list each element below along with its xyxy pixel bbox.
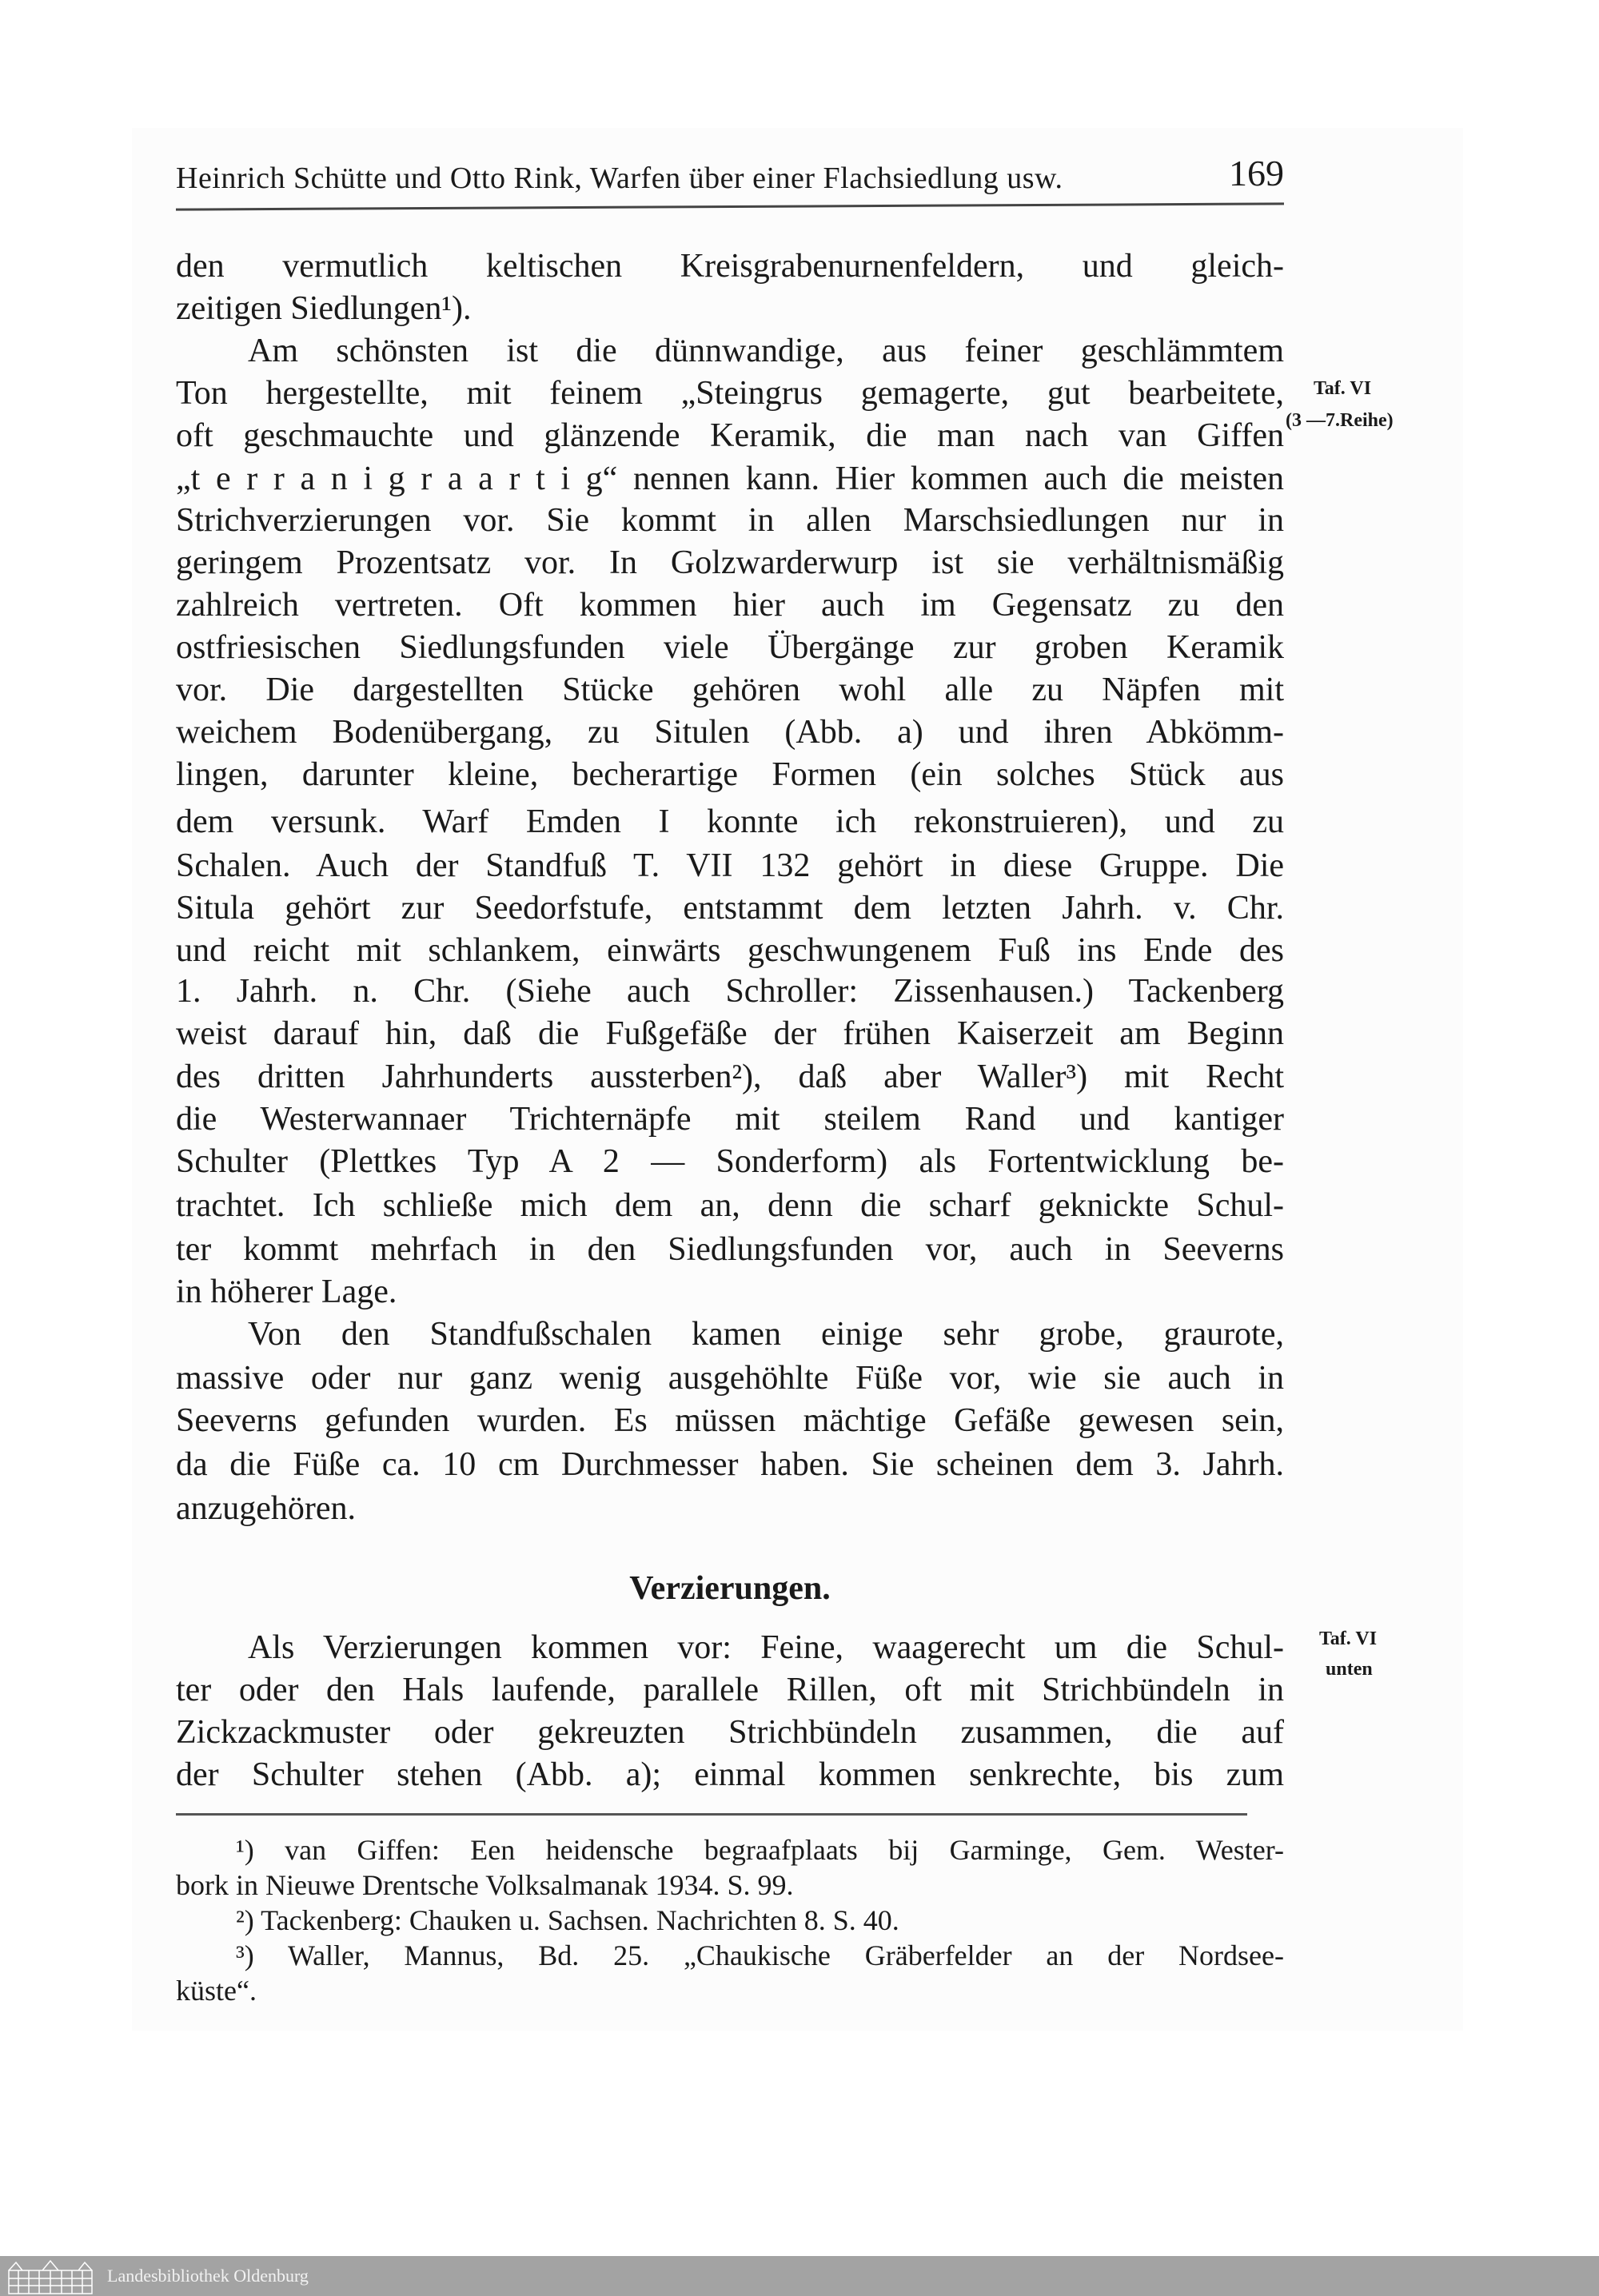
section-line: ter oder den Hals laufende, parallele Rillen, oft mit Strichbündeln in xyxy=(176,1672,1284,1708)
body-line: Schalen. Auch der Standfuß T. VII 132 gehört in diese Gruppe. Die xyxy=(176,847,1284,884)
footnote-line: bork in Nieuwe Drentsche Volksalmanak 1934. S. 99. xyxy=(176,1869,794,1901)
body-line: „t e r r a n i g r a a r t i g“ nennen kann. Hier kommen auch die meisten xyxy=(176,460,1284,497)
margin-note-taf-vi-2: Taf. VI xyxy=(1319,1628,1378,1649)
body-line: weichem Bodenübergang, zu Situlen (Abb. a) und ihren Abkömm- xyxy=(176,714,1284,751)
body-line: Von den Standfußschalen kamen einige sehr grobe, graurote, xyxy=(248,1316,1284,1353)
margin-note-taf-vi: Taf. VI xyxy=(1314,378,1372,399)
body-line: und reicht mit schlankem, einwärts geschwungenem Fuß ins Ende des xyxy=(176,932,1284,969)
body-line: Am schönsten ist die dünnwandige, aus feiner geschlämmtem xyxy=(248,333,1284,369)
body-line: geringem Prozentsatz vor. In Golzwarderwurp ist sie verhältnismäßig xyxy=(176,544,1284,581)
body-line: des dritten Jahrhunderts aussterben²), daß aber Waller³) mit Recht xyxy=(176,1058,1284,1095)
body-line: ostfriesischen Siedlungsfunden viele Übergänge zur groben Keramik xyxy=(176,629,1284,666)
page-number: 169 xyxy=(1229,153,1284,193)
library-building-logo-icon xyxy=(6,2259,94,2294)
margin-note-unten: unten xyxy=(1326,1659,1373,1680)
section-line: Als Verzierungen kommen vor: Feine, waagerecht um die Schul- xyxy=(248,1629,1284,1666)
body-line: Strichverzierungen vor. Sie kommt in allen Marschsiedlungen nur in xyxy=(176,502,1284,539)
body-line: weist darauf hin, daß die Fußgefäße der frühen Kaiserzeit am Beginn xyxy=(176,1015,1284,1052)
section-line: Zickzackmuster oder gekreuzten Strichbündeln zusammen, die auf xyxy=(176,1714,1284,1751)
running-title: Heinrich Schütte und Otto Rink, Warfen über einer Flachsiedlung usw. xyxy=(176,161,1063,195)
body-line: trachtet. Ich schließe mich dem an, denn die scharf geknickte Schul- xyxy=(176,1187,1284,1224)
footnote-line: ³) Waller, Mannus, Bd. 25. „Chaukische Gräberfelder an der Nordsee- xyxy=(236,1939,1284,1971)
section-heading: Verzierungen. xyxy=(629,1570,831,1607)
section-line: der Schulter stehen (Abb. a); einmal kommen senkrechte, bis zum xyxy=(176,1756,1284,1793)
body-line: vor. Die dargestellten Stücke gehören wohl alle zu Näpfen mit xyxy=(176,672,1284,708)
body-line: Situla gehört zur Seedorfstufe, entstammt dem letzten Jahrh. v. Chr. xyxy=(176,890,1284,927)
body-line: die Westerwannaer Trichternäpfe mit steilem Rand und kantiger xyxy=(176,1101,1284,1138)
body-line: zahlreich vertreten. Oft kommen hier auch im Gegensatz zu den xyxy=(176,587,1284,624)
body-line: da die Füße ca. 10 cm Durchmesser haben. Sie scheinen dem 3. Jahrh. xyxy=(176,1446,1284,1483)
footnote-line: ¹) van Giffen: Een heidensche begraafplaats bij Garminge, Gem. Wester- xyxy=(236,1834,1284,1866)
library-name: Landesbibliothek Oldenburg xyxy=(107,2266,309,2286)
body-line: lingen, darunter kleine, becherartige Formen (ein solches Stück aus xyxy=(176,756,1284,793)
library-footer-bar xyxy=(0,2256,1599,2296)
body-line: den vermutlich keltischen Kreisgrabenurnenfeldern, und gleich- xyxy=(176,248,1284,285)
body-line: Ton hergestellte, mit feinem „Steingrus gemagerte, gut bearbeitete, xyxy=(176,375,1284,412)
body-line: ter kommt mehrfach in den Siedlungsfunden vor, auch in Seeverns xyxy=(176,1231,1284,1268)
body-line: zeitigen Siedlungen¹). xyxy=(176,290,472,327)
body-line: Seeverns gefunden wurden. Es müssen mächtige Gefäße gewesen sein, xyxy=(176,1402,1284,1439)
body-line: oft geschmauchte und glänzende Keramik, die man nach van Giffen xyxy=(176,417,1284,454)
footnote-line: küste“. xyxy=(176,1975,257,2007)
margin-note-reihe: (3 —7.Reihe) xyxy=(1286,410,1394,431)
body-line: in höherer Lage. xyxy=(176,1274,397,1310)
body-line: 1. Jahrh. n. Chr. (Siehe auch Schroller: Zissenhausen.) Tackenberg xyxy=(176,973,1284,1010)
body-line: Schulter (Plettkes Typ A 2 — Sonderform) als Fortentwicklung be- xyxy=(176,1143,1284,1180)
body-line: anzugehören. xyxy=(176,1490,357,1527)
body-line: dem versunk. Warf Emden I konnte ich rekonstruieren), und zu xyxy=(176,803,1284,840)
body-line: massive oder nur ganz wenig ausgehöhlte Füße vor, wie sie auch in xyxy=(176,1360,1284,1397)
footnote-rule xyxy=(176,1813,1247,1816)
footnote-line: ²) Tackenberg: Chauken u. Sachsen. Nachrichten 8. S. 40. xyxy=(236,1904,899,1936)
